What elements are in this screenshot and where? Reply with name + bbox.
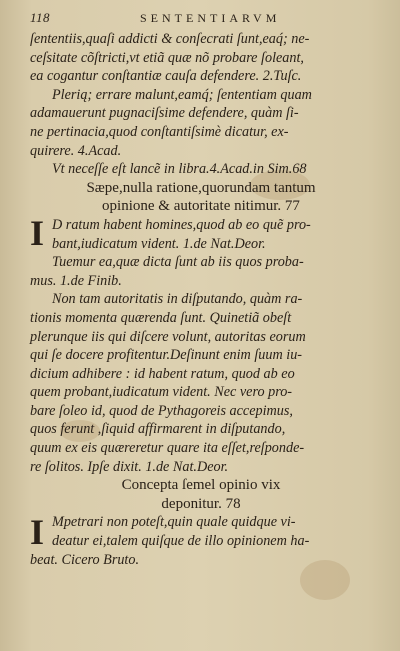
- text-line: quem probant,iudicatum vident. Nec vero pro-: [30, 384, 293, 401]
- text-line: mus. 1.de Finib.: [30, 272, 122, 289]
- page-header: [30, 10, 370, 30]
- section-heading: Concepta ſemel opinio vix: [121, 477, 281, 494]
- text-line: Mpetrari non poteſt,quin quale quidque vi-: [52, 514, 296, 531]
- text-line: re ſolitos. Ipſe dixit. 1.de Nat.Deor.: [30, 458, 229, 475]
- body-text: [30, 30, 372, 569]
- running-head: SENTENTIARVM: [140, 11, 281, 25]
- text-line: bant,iudicatum vident. 1.de Nat.Deor.: [52, 235, 266, 252]
- text-line: ceſsitate cõſtricti,vt etiã quæ nõ probare ſoleant,: [30, 49, 304, 66]
- text-line: tionis momenta quærenda ſunt. Quinetiã obeſt: [30, 309, 292, 326]
- text-line: Tuemur ea,quæ dicta ſunt ab iis quos proba-: [52, 254, 304, 271]
- text-line: ne pertinacia,quod conſtantiſsimè dicatur, ex-: [30, 123, 289, 140]
- drop-cap: I: [30, 512, 45, 552]
- text-line: deatur ei,talem quiſque de illo opinionem ha-: [52, 533, 310, 550]
- text-line: ſententiis,quaſi addicti & conſecrati ſunt,eaq́; ne-: [30, 31, 310, 47]
- text-line: beat. Cicero Bruto.: [30, 551, 140, 568]
- text-line: D ratum habent homines,quod ab eo quẽ pro-: [52, 216, 311, 233]
- text-line: plerunque iis qui diſcere volunt, autoritas eorum: [30, 328, 306, 345]
- text-line: dicium adhibere : id habent ratum, quod ab eo: [30, 365, 295, 382]
- section-heading: Sæpe,nulla ratione,quorundam tantum: [86, 179, 316, 196]
- text-line: quum ex eis quæreretur quare ita eſſet,reſponde-: [30, 440, 305, 457]
- text-line: qui ſe docere profitentur.Deſinunt enim ſuum iu-: [30, 347, 303, 364]
- text-line: ea cogantur conſtantiæ cauſa defendere. 2.Tuſc.: [30, 68, 302, 85]
- section-heading: opinione & autoritate nitimur. 77: [102, 198, 300, 215]
- text-line: adamauerunt pugnaciſsime defendere, quàm ſi-: [30, 105, 299, 122]
- text-line: Plerią; errare malunt,eamq́; ſententiam quam: [52, 86, 312, 103]
- text-line: Vt neceſſe eſt lancẽ in libra.4.Acad.in Sim.68: [52, 161, 307, 178]
- page-number: 118: [30, 10, 51, 25]
- text-line: quos ferunt ,ſiquid affirmarent in diſputando,: [30, 421, 286, 438]
- text-line: bare ſoleo id, quod de Pythagoreis accepimus,: [30, 402, 293, 419]
- section-heading: deponitur. 78: [161, 495, 241, 512]
- text-line: Non tam autoritatis in diſputando, quàm ra-: [52, 291, 303, 308]
- text-line: quirere. 4.Acad.: [30, 142, 122, 159]
- drop-cap: I: [30, 213, 45, 253]
